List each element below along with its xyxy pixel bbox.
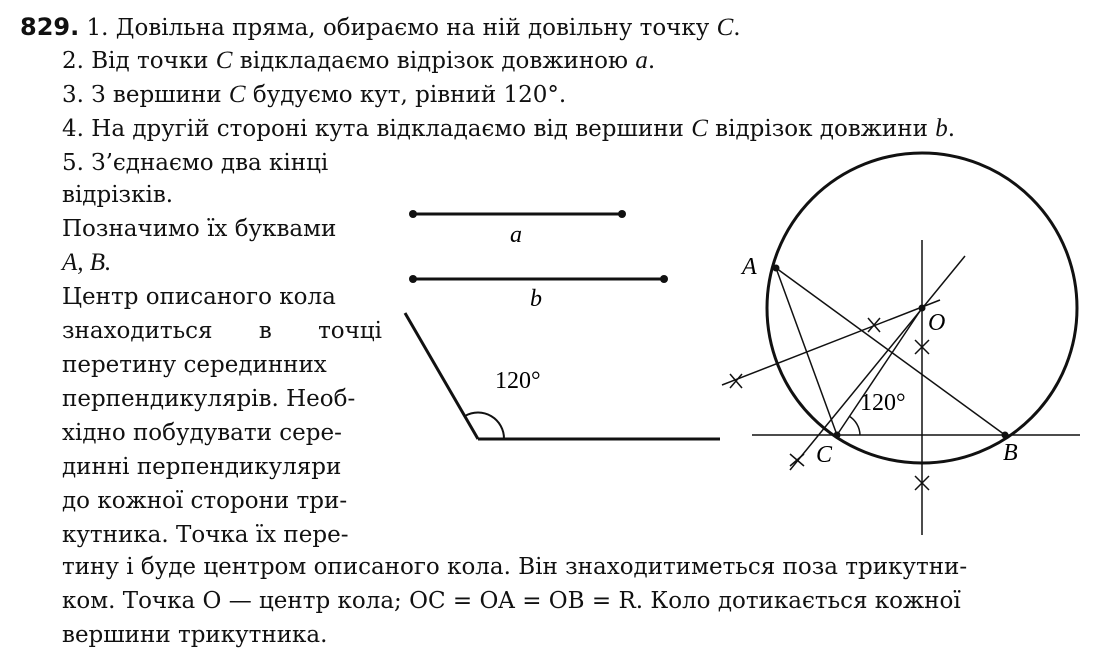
step-5-text: 5. З’єднаємо два кінці (62, 150, 329, 176)
segment-a-label: a (510, 222, 522, 248)
step-3-text: 3. З вершини (62, 82, 229, 108)
point-c (834, 432, 841, 439)
segment-b (409, 275, 668, 312)
segment-b-endpoint (409, 275, 417, 283)
angle-120 (405, 313, 720, 439)
left-col-line-5: перетину серединних (62, 352, 327, 378)
step-2-tail: . (647, 48, 656, 74)
step-4-text: 4. На другій стороні кута відкладаємо від вершини (62, 116, 692, 142)
bottom-line-2: вершини трикутника. (62, 622, 328, 648)
left-col-line-8: динні перпендикуляри (62, 454, 342, 480)
label-b: B (1003, 440, 1018, 466)
segment-b-label: b (530, 286, 542, 312)
step-2-mid: відкладаємо відрізок довжиною (232, 48, 636, 74)
step-1-text: 1. Довільна пряма, обираємо на ній довільну точку (86, 15, 717, 41)
step-3-mid: будуємо кут, рівний 120°. (245, 82, 567, 108)
label-a: A (742, 254, 757, 280)
step-2-var: C (215, 47, 233, 74)
label-o: O (928, 310, 946, 336)
left-col-line-9: до кожної сторони три- (62, 488, 348, 514)
left-col-line-10: кутника. Точка їх пере- (62, 522, 349, 548)
left-col-line-1: Позначимо їх буквами (62, 216, 337, 242)
step-1-tail: . (733, 15, 741, 41)
bottom-line-1: ком. Точка O — центр кола; OC = OA = OB = R. Коло дотикається кожної (62, 588, 961, 614)
bottom-line-0: тину і буде центром описаного кола. Він знаходитиметься поза трикутни- (62, 554, 968, 580)
perp-bisector-ab (790, 256, 965, 470)
step-3-var: C (228, 81, 246, 108)
label-c: C (816, 442, 833, 468)
step-4-tail: . (947, 116, 956, 142)
problem-number: 829. (20, 13, 80, 41)
step-2-text: 2. Від точки (62, 48, 216, 74)
left-col-line-2: A, B. (62, 249, 112, 276)
left-col-line-3: Центр описаного кола (62, 284, 336, 310)
left-col-line-7: хідно побудувати сере- (62, 420, 342, 446)
left-col-line-6: перпендикулярів. Необ- (62, 386, 356, 412)
circumcircle-construction (722, 153, 1080, 535)
perp-bisector-ac (722, 300, 940, 385)
step-4-mid: відрізок довжини (707, 116, 936, 142)
step-4-var2: b (935, 115, 948, 142)
point-b (1002, 432, 1009, 439)
segment-b-endpoint (660, 275, 668, 283)
step-4-var: C (691, 115, 708, 142)
step-2-var2: a (635, 47, 648, 74)
step-1-var: C (716, 14, 734, 41)
point-o (919, 305, 926, 312)
left-col-line-4-text: знаходиться в точці (62, 318, 382, 344)
point-a (773, 265, 780, 272)
segment-a-endpoint (618, 210, 626, 218)
triangle-angle-label: 120° (860, 390, 906, 416)
segment-a-endpoint (409, 210, 417, 218)
triangle-angle-arc (849, 416, 860, 435)
left-col-line-0: відрізків. (62, 182, 174, 208)
segment-a (409, 210, 626, 248)
angle-label: 120° (495, 368, 541, 394)
